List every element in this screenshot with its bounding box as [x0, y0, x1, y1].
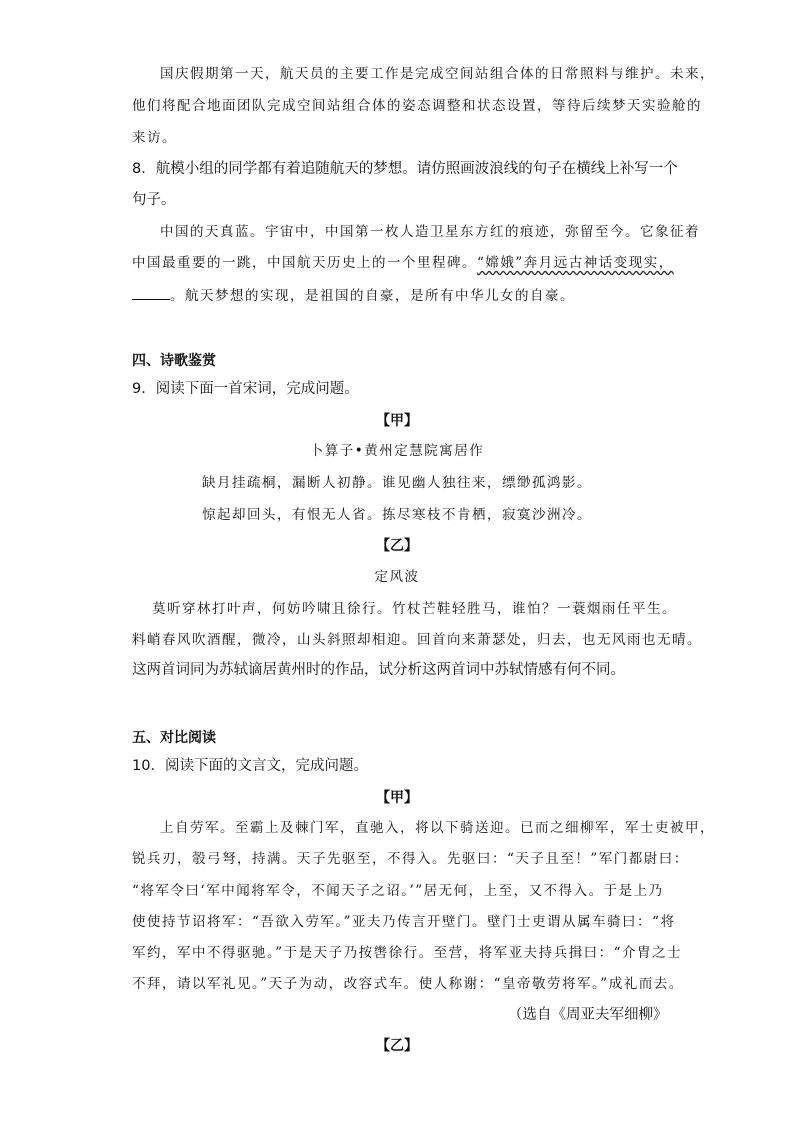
classical-text-line: 不拜，请以军礼见。”天子为动，改容式车。使人称谢：“皇帝敬劳将军。”成礼而去。 — [132, 976, 684, 992]
passage-label-yi: 【乙】 — [376, 1038, 418, 1054]
question-8-text: 句子。 — [132, 192, 176, 208]
q8-passage-line — [132, 285, 575, 306]
poem-line: 料峭春风吹酒醒，微冷，山头斜照却相迎。回首向来萧瑟处，归去，也无风雨也无晴。 — [132, 632, 702, 648]
question-9-text: 9．阅读下面一首宋词，完成问题。 — [132, 381, 359, 397]
question-10-text: 10．阅读下面的文言文，完成问题。 — [132, 758, 368, 774]
classical-text-line: 军约，军中不得驱驰。”于是天子乃按辔徐行。至营，将军亚夫持兵揖曰：“介胄之士 — [132, 945, 683, 961]
classical-text-line: 使使持节诏将军：“吾欲入劳军。”亚夫乃传言开壁门。壁门士吏谓从属车骑曰：“将 — [132, 914, 676, 930]
passage-label-jia: 【甲】 — [376, 790, 418, 806]
passage-line: 他们将配合地面团队完成空间站组合体的姿态调整和状态设置，等待后续梦天实验舱的 — [132, 98, 702, 114]
q8-passage-line: 中国的天真蓝。宇宙中，中国第一枚人造卫星东方红的痕迹，弥留至今。它象征着 — [160, 224, 700, 240]
poem-label-jia: 【甲】 — [376, 413, 418, 429]
q8-passage-text: 。航天梦想的实现，是祖国的自豪，是所有中华儿女的自豪。 — [170, 288, 575, 304]
q8-passage-text: 中国最重要的一跳，中国航天历史上的一个里程碑。 — [132, 255, 477, 271]
section-heading: 四、诗歌鉴赏 — [132, 353, 216, 369]
poem-label-yi: 【乙】 — [376, 538, 418, 554]
classical-text-line: 锐兵刃，彀弓弩，持满。天子先驱至，不得入。先驱曰：“天子且至！”军门都尉曰： — [132, 851, 689, 867]
question-9-prompt: 这两首词同为苏轼谪居黄州时的作品，试分析这两首词中苏轼情感有何不同。 — [132, 662, 625, 678]
answer-blank[interactable] — [132, 285, 170, 300]
section-heading: 五、对比阅读 — [132, 730, 216, 746]
classical-text-line: “将军令曰‘军中闻将军令，不闻天子之诏。’”居无何，上至，又不得入。于是上乃 — [132, 883, 664, 899]
poem-line: 莫听穿林打叶声，何妨吟啸且徐行。竹杖芒鞋轻胜马，谁怕？一蓑烟雨任平生。 — [152, 601, 677, 617]
classical-text-line: 上自劳军。至霸上及棘门军，直驰入，将以下骑送迎。已而之细柳军，军士吏被甲， — [160, 820, 715, 836]
question-8-text: 8．航模小组的同学都有着追随航天的梦想。请仿照画波浪线的句子在横线上补写一个 — [132, 161, 678, 177]
passage-line: 国庆假期第一天，航天员的主要工作是完成空间站组合体的日常照料与维护。未来， — [160, 66, 715, 82]
poem-title: 定风波 — [374, 569, 420, 585]
source-citation: （选自《周亚夫军细柳》 — [508, 1007, 668, 1023]
passage-line: 来访。 — [132, 130, 177, 146]
poem-line: 惊起却回头，有恨无人省。拣尽寒枝不肯栖，寂寞沙洲冷。 — [202, 507, 592, 523]
wavy-underlined-sentence: “嫦娥”奔月远古神话变现实， — [477, 255, 674, 271]
poem-title: 卜算子•黄州定慧院寓居作 — [309, 443, 485, 459]
poem-line: 缺月挂疏桐，漏断人初静。谁见幽人独往来，缥缈孤鸿影。 — [202, 475, 592, 491]
q8-passage-line — [132, 253, 674, 273]
